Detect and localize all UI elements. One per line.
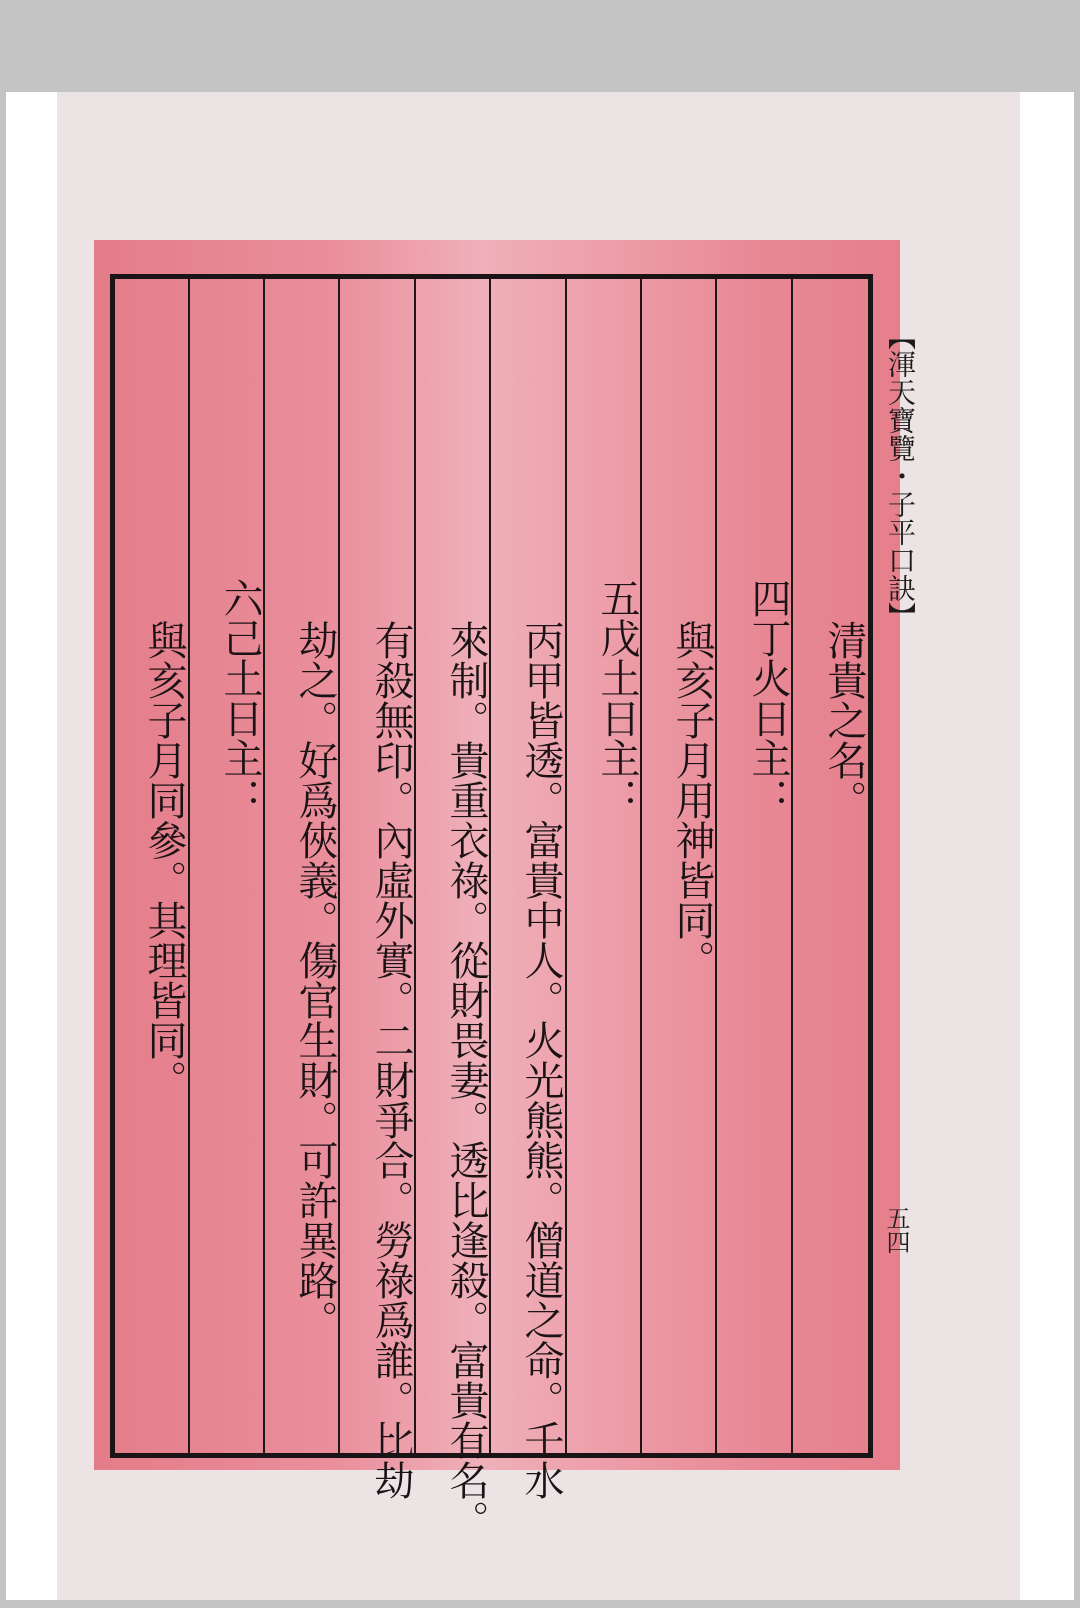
page-number: 五四 xyxy=(882,1206,910,1254)
column-rule xyxy=(263,278,265,1454)
text-column-8: 劫之。好爲俠義。傷官生財。可許異路。 xyxy=(292,620,338,1340)
text-column-4: 五戊土日主： xyxy=(594,578,640,818)
running-header-title: 【渾天寶覽・子平口訣】 xyxy=(884,322,917,630)
column-rule xyxy=(640,278,642,1454)
column-rule xyxy=(791,278,793,1454)
text-column-6: 來制。貴重衣祿。從財畏妻。透比逢殺。富貴有名。 xyxy=(443,620,489,1540)
text-column-10: 與亥子月同參。其理皆同。 xyxy=(141,620,187,1100)
text-column-5: 丙甲皆透。富貴中人。火光熊熊。僧道之命。壬水 xyxy=(518,620,564,1500)
text-column-3: 與亥子月用神皆同。 xyxy=(669,620,715,980)
text-column-9: 六己土日主： xyxy=(217,578,263,818)
column-grid-inner-border xyxy=(114,278,869,1454)
column-rule xyxy=(565,278,567,1454)
text-column-2: 四丁火日主： xyxy=(745,578,791,818)
column-rule xyxy=(188,278,190,1454)
text-column-7: 有殺無印。內虛外實。二財爭合。勞祿爲誰。比劫 xyxy=(368,620,414,1500)
text-column-1: 清貴之名。 xyxy=(821,620,867,820)
